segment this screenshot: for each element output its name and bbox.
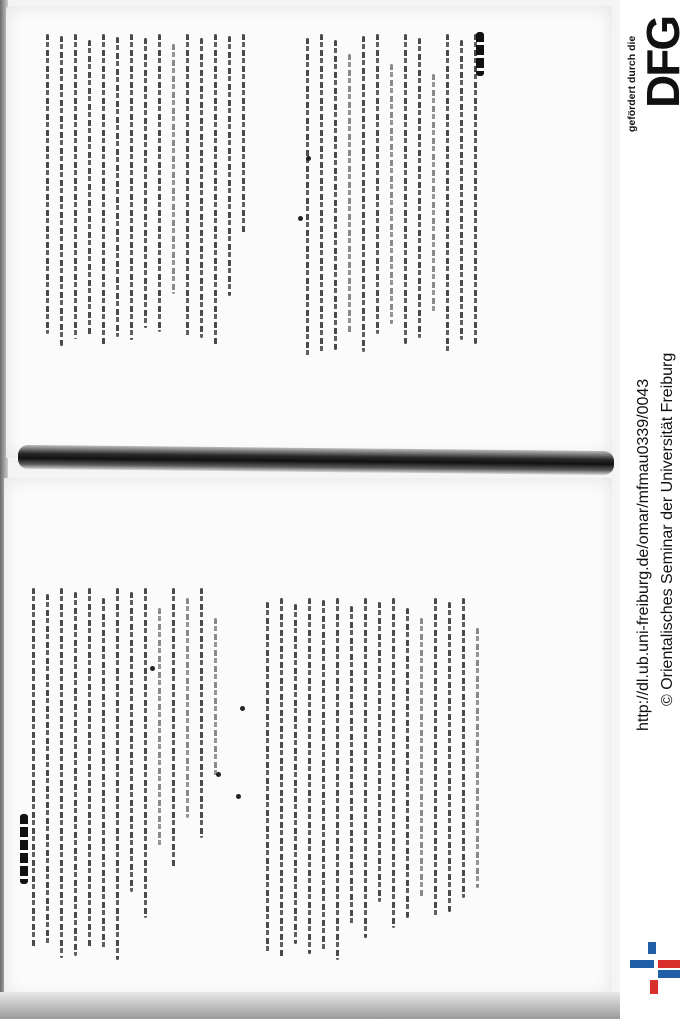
text-dot: [306, 156, 311, 161]
university-library-logo-icon: [628, 940, 682, 996]
main-text-column-upper-right: [306, 34, 526, 374]
logo-bar-mid-red: [658, 960, 680, 968]
main-text-column-lower: [32, 588, 242, 968]
text-dot: [150, 666, 155, 671]
book-edge-bottom: [0, 992, 620, 1019]
text-dot: [240, 706, 245, 711]
rubric-mark: [20, 814, 28, 884]
text-dot: [236, 794, 241, 799]
source-url[interactable]: http://dl.ub.uni-freiburg.de/omar/mfmau0339/0043: [635, 378, 652, 731]
main-text-column-lower-right: [266, 598, 526, 978]
manuscript-page-upper: [6, 6, 612, 458]
rubric-mark: [476, 32, 484, 76]
logo-bar-right-blue: [658, 970, 680, 978]
credit-strip: [620, 0, 690, 1019]
dfg-funding-caption: gefördert durch die: [626, 35, 638, 132]
main-text-column-upper: [46, 34, 256, 364]
dfg-logo-wordmark: DFG: [637, 16, 689, 108]
logo-bar-bottom-red: [650, 980, 658, 994]
book-gutter: [18, 445, 614, 475]
text-dot: [216, 772, 221, 777]
logo-bar-mid-blue: [630, 960, 654, 968]
manuscript-page-lower: [4, 478, 612, 998]
copyright-notice: © Orientalisches Seminar der Universität Freiburg: [659, 352, 676, 706]
logo-bar-top-blue: [648, 942, 656, 954]
text-dot: [298, 216, 303, 221]
